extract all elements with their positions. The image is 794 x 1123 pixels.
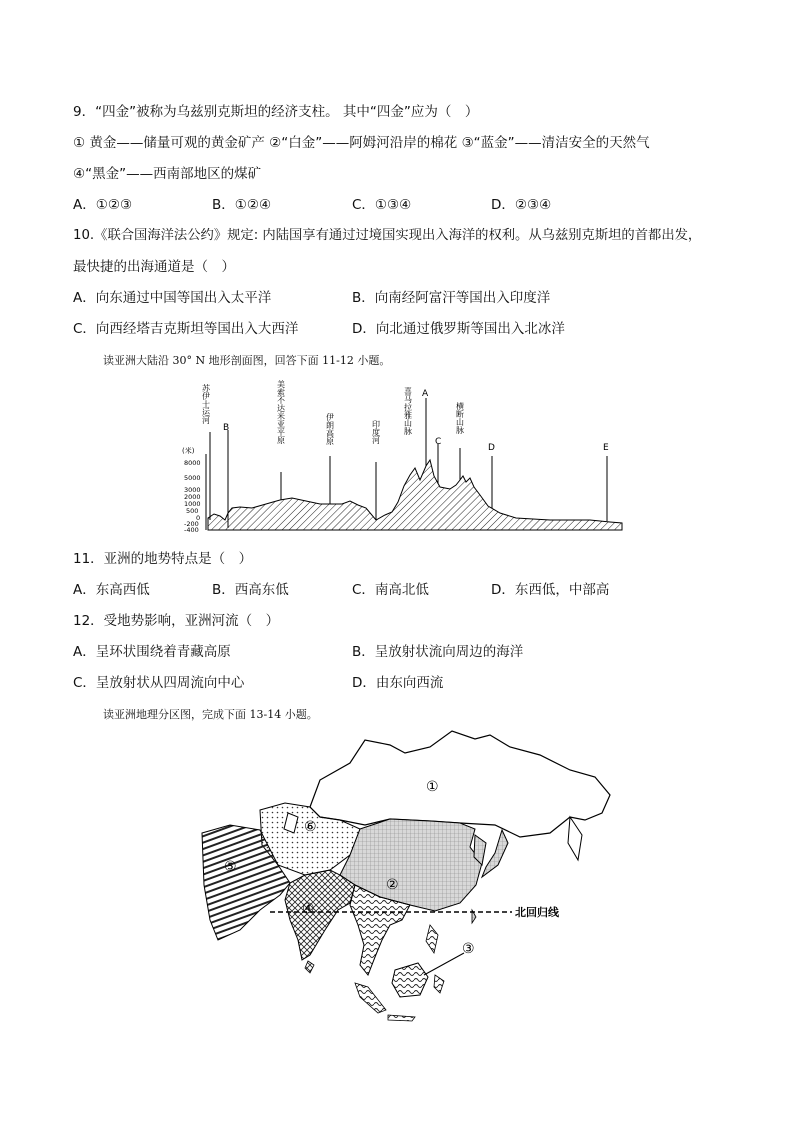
q10-stem-line1: 10.《联合国海洋法公约》规定: 内陆国享有通过过境国实现出入海洋的权利。从乌兹别克斯坦的首都出发，	[73, 228, 702, 243]
q9-option-c[interactable]: C．①③④	[352, 197, 412, 213]
sumatra	[355, 983, 386, 1013]
q10-option-a[interactable]: A．向东通过中国等国出入太平洋	[73, 290, 272, 306]
label-d: D	[488, 443, 495, 453]
region-north-asia	[310, 731, 610, 837]
q12-option-a[interactable]: A．呈环状围绕着青藏高原	[73, 644, 231, 660]
label-region-3: ③	[462, 941, 475, 957]
q9-option-b[interactable]: B．①②④	[212, 197, 272, 213]
y-tick-500: 500	[186, 507, 199, 515]
q9-option-a[interactable]: A．①②③	[73, 197, 133, 213]
terrain-profile-shape	[208, 460, 622, 530]
tropic-of-cancer-label: 北回归线	[515, 906, 559, 919]
sulawesi	[434, 975, 444, 993]
y-tick-8000: 8000	[184, 459, 201, 467]
q11-option-c[interactable]: C．南高北低	[352, 582, 429, 598]
q10-stem-line2: 最快捷的出海通道是（ ）	[73, 259, 235, 275]
q9-option-d[interactable]: D．②③④	[491, 197, 552, 213]
region-south-asia	[285, 870, 355, 960]
label-a: A	[422, 389, 429, 399]
y-tick-1000: 1000	[184, 500, 201, 508]
profile-caption: 读亚洲大陆沿 30° N 地形剖面图，回答下面 11-12 小题。	[103, 354, 391, 367]
region-3-leader	[424, 953, 464, 975]
profile-unit: (米)	[182, 447, 195, 455]
philippines	[426, 925, 438, 953]
label-b: B	[223, 423, 230, 433]
borneo	[392, 963, 428, 997]
label-region-1: ①	[426, 779, 439, 795]
label-e: E	[603, 443, 609, 453]
label-region-2: ②	[386, 877, 399, 893]
japan	[482, 830, 508, 877]
q9-items-line2: ④“黑金”——西南部地区的煤矿	[73, 166, 262, 182]
y-tick-0: 0	[196, 514, 201, 522]
kamchatka	[568, 817, 582, 860]
q12-stem: 12．受地势影响，亚洲河流（ ）	[73, 613, 280, 629]
q12-option-b[interactable]: B．呈放射状流向周边的海洋	[352, 644, 524, 660]
label-indus: 印度河	[371, 420, 381, 444]
asia-region-map	[190, 725, 620, 1025]
label-region-4: ④	[302, 901, 315, 917]
java	[388, 1015, 415, 1021]
sri-lanka	[305, 961, 314, 973]
label-meso: 美索不达米亚平原	[276, 380, 286, 444]
y-tick-minus200: -200	[184, 520, 199, 528]
q12-option-d[interactable]: D．由东向西流	[352, 675, 444, 691]
q11-option-b[interactable]: B．西高东低	[212, 582, 289, 598]
q10-option-d[interactable]: D．向北通过俄罗斯等国出入北冰洋	[352, 321, 565, 337]
y-tick-5000: 5000	[184, 474, 201, 482]
label-hengduan: 横断山脉	[455, 402, 465, 434]
label-region-6: ⑥	[304, 819, 317, 835]
label-region-5: ⑤	[224, 859, 237, 875]
q11-option-d[interactable]: D．东西低，中部高	[491, 582, 610, 598]
y-tick-minus400: -400	[184, 526, 199, 534]
q10-option-c[interactable]: C．向西经塔吉克斯坦等国出入大西洋	[73, 321, 299, 337]
q12-option-c[interactable]: C．呈放射状从四周流向中心	[73, 675, 245, 691]
q11-stem: 11．亚洲的地势特点是（ ）	[73, 551, 253, 567]
y-tick-3000: 3000	[184, 486, 201, 494]
label-himalaya: 喜马拉雅山脉	[403, 387, 413, 435]
label-suez: 苏伊士运河	[201, 384, 211, 424]
terrain-profile-figure	[170, 380, 630, 540]
q9-stem: 9．“四金”被称为乌兹别克斯坦的经济支柱。 其中“四金”应为（ ）	[73, 104, 479, 120]
q9-items-line1: ① 黄金——储量可观的黄金矿产 ②“白金”——阿姆河沿岸的棉花 ③“蓝金”——清洁安全的天然气	[73, 135, 650, 151]
q10-option-b[interactable]: B．向南经阿富汗等国出入印度洋	[352, 290, 551, 306]
q11-option-a[interactable]: A．东高西低	[73, 582, 150, 598]
map-caption: 读亚洲地理分区图，完成下面 13-14 小题。	[103, 708, 318, 721]
y-tick-2000: 2000	[184, 493, 201, 501]
label-iran: 伊朗高原	[325, 413, 335, 445]
label-c: C	[435, 437, 442, 447]
